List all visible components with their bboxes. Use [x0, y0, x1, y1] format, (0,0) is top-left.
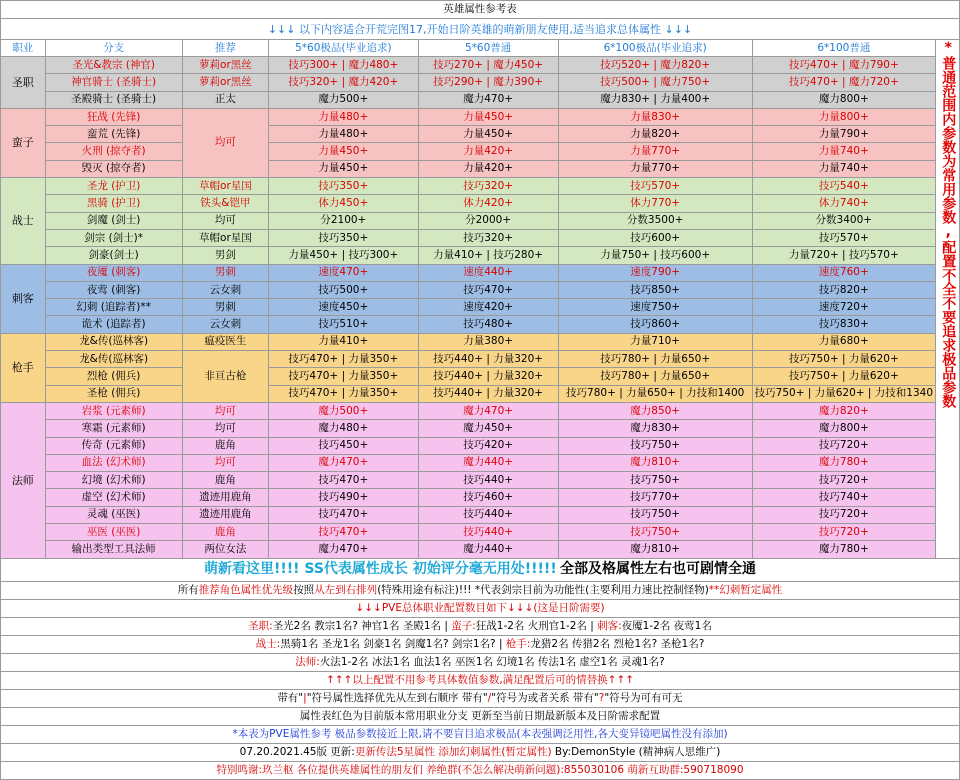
branch-name: 夜魇 (刺客): [45, 264, 182, 281]
text-fragment: "符号为可有可无: [604, 691, 683, 704]
attribute-value: 力量820+: [558, 126, 752, 143]
attribute-value: 速度440+: [418, 264, 558, 281]
attribute-value: 技巧470+: [269, 524, 418, 541]
footer-line: [1, 581, 960, 599]
recommend-cell: 遗迹用鹿角: [182, 489, 269, 506]
table-row: [1, 19, 960, 40]
attribute-value: 技巧440+ | 力量320+: [418, 351, 558, 368]
footer-highlight: 萌新看这里!!!! SS代表属性成长 初始评分毫无用处!!!!!: [203, 560, 557, 577]
attribute-value: 力量680+: [752, 333, 935, 350]
branch-name: 圣龙 (护卫): [45, 178, 182, 195]
table-row: [1, 143, 960, 160]
attribute-value: 技巧780+ | 力量650+: [558, 351, 752, 368]
table-row: [1, 299, 960, 316]
attribute-value: 技巧440+: [418, 506, 558, 523]
attribute-value: 魔力450+: [418, 420, 558, 437]
table-row: [1, 707, 960, 725]
attribute-value: 技巧470+: [269, 506, 418, 523]
attribute-value: 魔力480+: [269, 420, 418, 437]
table-row: [1, 108, 960, 125]
table-row: [1, 689, 960, 707]
class-name: 战士: [1, 178, 46, 264]
attribute-value: 力量770+: [558, 143, 752, 160]
sheet-title: 英雄属性参考表: [1, 1, 960, 19]
table-row: [1, 635, 960, 653]
table-row: [1, 351, 960, 368]
recommend-cell: 两位女法: [182, 541, 269, 558]
table-row: [1, 524, 960, 541]
attribute-value: 技巧820+: [752, 281, 935, 298]
class-name: 圣职: [1, 57, 46, 109]
text-fragment: 圣光2名 教宗1名? 神官1名 圣殿1名 |: [272, 619, 452, 632]
table-row: [1, 454, 960, 471]
attribute-value: 技巧470+ | 力量350+: [269, 351, 418, 368]
attribute-value: 魔力470+: [418, 91, 558, 108]
attribute-value: 技巧750+: [558, 506, 752, 523]
attribute-value: 分2100+: [269, 212, 418, 229]
table-row: [1, 281, 960, 298]
attribute-value: 技巧540+: [752, 178, 935, 195]
branch-name: 血法 (幻术师): [45, 454, 182, 471]
attribute-value: 力量770+: [558, 160, 752, 177]
attribute-value: 魔力810+: [558, 541, 752, 558]
attribute-value: 技巧720+: [752, 472, 935, 489]
attribute-value: 力量450+ | 技巧300+: [269, 247, 418, 264]
recommend-cell: 均可: [182, 454, 269, 471]
attribute-value: 技巧460+: [418, 489, 558, 506]
recommend-cell: 遗迹用鹿角: [182, 506, 269, 523]
attribute-value: 技巧440+: [418, 524, 558, 541]
attribute-value: 力量790+: [752, 126, 935, 143]
attribute-value: 力量450+: [269, 143, 418, 160]
branch-name: 幻刺 (追踪者)**: [45, 299, 182, 316]
attribute-value: 技巧720+: [752, 524, 935, 541]
footer-line: [1, 558, 960, 581]
attribute-value: 魔力440+: [418, 541, 558, 558]
attribute-value: 技巧320+: [418, 229, 558, 246]
attribute-value: 技巧750+ | 力量620+: [752, 368, 935, 385]
column-header: 推荐: [182, 40, 269, 57]
attribute-value: 力量420+: [418, 143, 558, 160]
branch-name: 黑骑 (护卫): [45, 195, 182, 212]
text-fragment: 从左到右排列: [314, 583, 378, 596]
attribute-value: 技巧270+ | 魔力450+: [418, 57, 558, 74]
recommend-cell: 男刺: [182, 299, 269, 316]
attribute-value: 魔力470+: [418, 402, 558, 419]
attribute-value: 力量410+ | 技巧280+: [418, 247, 558, 264]
column-header: 6*100极品(毕业追求): [558, 40, 752, 57]
attribute-value: 技巧440+: [418, 472, 558, 489]
attribute-value: 力量450+: [418, 108, 558, 125]
table-row: [1, 195, 960, 212]
recommend-cell: 鹿角: [182, 524, 269, 541]
text-fragment: "符号属性选择优先从左到右顺序 带有": [306, 691, 488, 704]
table-row: [1, 617, 960, 635]
table-row: [1, 126, 960, 143]
attribute-value: 力量830+: [558, 108, 752, 125]
attribute-value: 技巧290+ | 魔力390+: [418, 74, 558, 91]
attribute-value: 技巧750+: [558, 472, 752, 489]
footer-line: 属性表红色为目前版本常用职业分支 更新至当前日期最新版本及日阶需求配置: [1, 707, 960, 725]
attribute-value: 技巧780+ | 力量650+ | 力技和1400: [558, 385, 752, 402]
text-fragment: /: [487, 691, 492, 704]
table-row: [1, 74, 960, 91]
recommend-cell: 铁头&铠甲: [182, 195, 269, 212]
attribute-value: 力量480+: [269, 108, 418, 125]
attribute-value: 技巧770+: [558, 489, 752, 506]
column-header: 5*60极品(毕业追求): [269, 40, 418, 57]
recommend-cell: 草帽or星国: [182, 229, 269, 246]
attribute-value: 技巧470+ | 力量350+: [269, 385, 418, 402]
attribute-value: 魔力780+: [752, 454, 935, 471]
table-row: [1, 1, 960, 19]
text-fragment: 按照: [293, 583, 315, 596]
text-fragment: 推荐角色属性优先级: [198, 583, 294, 596]
column-header: 6*100普通: [752, 40, 935, 57]
class-name: 刺客: [1, 264, 46, 333]
text-fragment: **幻刺暂定属性: [708, 583, 783, 596]
table-row: [1, 541, 960, 558]
recommend-cell: 均可: [182, 212, 269, 229]
attribute-value: 技巧750+ | 力量620+: [752, 351, 935, 368]
footer-line: 特别鸣谢:玖兰枢 各位提供英雄属性的朋友们 养绝群(不怎么解决萌新问题):855030106 萌新互助群:590718090: [1, 761, 960, 779]
table-row: [1, 489, 960, 506]
attribute-value: 速度470+: [269, 264, 418, 281]
footer-line: ↑↑↑以上配置不用参考具体数值参数,满足配置后可的情替换↑↑↑: [1, 671, 960, 689]
attribute-value: 分数3500+: [558, 212, 752, 229]
attribute-value: 速度790+: [558, 264, 752, 281]
table-row: [1, 743, 960, 761]
attribute-value: 速度420+: [418, 299, 558, 316]
recommend-cell: 萝莉or黑丝: [182, 57, 269, 74]
attribute-value: 技巧600+: [558, 229, 752, 246]
recommend-cell: 瘟疫医生: [182, 333, 269, 350]
attribute-value: 力量710+: [558, 333, 752, 350]
table-row: [1, 368, 960, 385]
text-fragment: 战士:: [255, 637, 281, 650]
attribute-value: 魔力470+: [269, 454, 418, 471]
attribute-value: 技巧320+ | 魔力420+: [269, 74, 418, 91]
attribute-value: 技巧740+: [752, 489, 935, 506]
attribute-value: 体力420+: [418, 195, 558, 212]
text-fragment: By:DemonStyle (精神病人思维广): [551, 745, 721, 758]
attribute-value: 力量800+: [752, 108, 935, 125]
class-name: 蛮子: [1, 108, 46, 177]
text-fragment: (特殊用途有标注)!!! *代表剑宗目前为功能性(主要利用力速比控制怪物): [377, 583, 709, 596]
table-row: [1, 385, 960, 402]
footer-line: [1, 653, 960, 671]
text-fragment: 法师:: [295, 655, 320, 668]
attribute-value: 技巧720+: [752, 506, 935, 523]
branch-name: 岩浆 (元素师): [45, 402, 182, 419]
attribute-value: 技巧750+ | 力量620+ | 力技和1340: [752, 385, 935, 402]
column-header: 5*60普通: [418, 40, 558, 57]
attribute-value: 技巧750+: [558, 437, 752, 454]
attribute-value: 力量740+: [752, 160, 935, 177]
recommend-cell: 正太: [182, 91, 269, 108]
table-row: [1, 229, 960, 246]
recommend-cell: 云女刺: [182, 316, 269, 333]
branch-name: 输出类型工具法师: [45, 541, 182, 558]
recommend-cell: 鹿角: [182, 437, 269, 454]
attribute-value: 技巧450+: [269, 437, 418, 454]
branch-name: 烈枪 (佣兵): [45, 368, 182, 385]
recommend-cell: 云女刺: [182, 281, 269, 298]
attribute-value: 魔力440+: [418, 454, 558, 471]
branch-name: 神官骑士 (圣骑士): [45, 74, 182, 91]
recommend-cell: 萝莉or黑丝: [182, 74, 269, 91]
attribute-value: 力量420+: [418, 160, 558, 177]
branch-name: 剑宗 (剑士)*: [45, 229, 182, 246]
table-row: [1, 247, 960, 264]
branch-name: 火刑 (掠夺者): [45, 143, 182, 160]
branch-name: 狂战 (先锋): [45, 108, 182, 125]
table-row: [1, 653, 960, 671]
attribute-value: 力量480+: [269, 126, 418, 143]
attribute-value: 速度450+: [269, 299, 418, 316]
branch-name: 虚空 (幻术师): [45, 489, 182, 506]
table-row: [1, 671, 960, 689]
recommend-cell: 均可: [182, 402, 269, 419]
attribute-value: 技巧300+ | 魔力480+: [269, 57, 418, 74]
footer-line: [1, 743, 960, 761]
attribute-value: 技巧520+ | 魔力820+: [558, 57, 752, 74]
attribute-value: 速度720+: [752, 299, 935, 316]
recommend-cell: 男刺: [182, 264, 269, 281]
text-fragment: 火法1-2名 冰法1名 血法1名 巫医1名 幻境1名 传法1名 虚空1名 灵魂1名?: [319, 655, 665, 668]
table-row: [1, 581, 960, 599]
attribute-value: 技巧480+: [418, 316, 558, 333]
text-fragment: ?: [598, 691, 605, 704]
recommend-cell: 均可: [182, 420, 269, 437]
attribute-value: 魔力800+: [752, 420, 935, 437]
branch-name: 巫医 (巫医): [45, 524, 182, 541]
branch-name: 圣光&教宗 (神官): [45, 57, 182, 74]
attribute-value: 技巧470+ | 魔力790+: [752, 57, 935, 74]
column-header: 分支: [45, 40, 182, 57]
table-row: [1, 558, 960, 581]
branch-name: 寒霜 (元素师): [45, 420, 182, 437]
attribute-value: 体力740+: [752, 195, 935, 212]
attribute-value: 技巧440+ | 力量320+: [418, 368, 558, 385]
footer-line: *本表为PVE属性参考 极品参数接近上限,请不要盲目追求极品(本表强调泛用性,各大变异镜吧属性没有添加): [1, 725, 960, 743]
attribute-value: 魔力470+: [269, 541, 418, 558]
table-row: [1, 264, 960, 281]
branch-name: 龙&传(巡林客): [45, 351, 182, 368]
attribute-value: 技巧570+: [558, 178, 752, 195]
branch-name: 龙&传(巡林客): [45, 333, 182, 350]
text-fragment: 龙猎2名 传猎2名 烈枪1名? 圣枪1名?: [530, 637, 705, 650]
branch-name: 夜莺 (刺客): [45, 281, 182, 298]
attribute-value: 力量750+ | 技巧600+: [558, 247, 752, 264]
branch-name: 圣殿骑士 (圣骑士): [45, 91, 182, 108]
branch-name: 蛮荒 (先锋): [45, 126, 182, 143]
attribute-value: 技巧830+: [752, 316, 935, 333]
attribute-value: 技巧850+: [558, 281, 752, 298]
table-row: [1, 40, 960, 57]
attribute-value: 魔力810+: [558, 454, 752, 471]
attribute-value: 力量380+: [418, 333, 558, 350]
footer-line: [1, 635, 960, 653]
side-note-cell: [936, 40, 960, 559]
attribute-value: 技巧470+ | 魔力720+: [752, 74, 935, 91]
attribute-value: 技巧720+: [752, 437, 935, 454]
table-row: [1, 506, 960, 523]
branch-name: 传奇 (元素师): [45, 437, 182, 454]
text-fragment: 07.20.2021.45版 更新:: [239, 745, 355, 758]
table-row: [1, 599, 960, 617]
table-row: [1, 437, 960, 454]
attribute-value: 技巧500+ | 魔力750+: [558, 74, 752, 91]
attribute-value: 技巧320+: [418, 178, 558, 195]
attribute-value: 魔力800+: [752, 91, 935, 108]
class-name: 枪手: [1, 333, 46, 402]
attribute-value: 力量720+ | 技巧570+: [752, 247, 935, 264]
text-fragment: 带有": [277, 691, 304, 704]
recommend-cell: 鹿角: [182, 472, 269, 489]
attribute-value: 技巧860+: [558, 316, 752, 333]
text-fragment: 蛮子:: [451, 619, 476, 632]
attribute-value: 技巧350+: [269, 229, 418, 246]
attribute-value: 技巧780+ | 力量650+: [558, 368, 752, 385]
attribute-value: 技巧470+: [269, 472, 418, 489]
branch-name: 毁灭 (掠夺者): [45, 160, 182, 177]
attribute-value: 力量450+: [269, 160, 418, 177]
table-row: [1, 725, 960, 743]
attribute-value: 分数3400+: [752, 212, 935, 229]
table-row: [1, 316, 960, 333]
attribute-value: 体力450+: [269, 195, 418, 212]
table-row: [1, 178, 960, 195]
text-fragment: 黑骑1名 圣龙1名 剑豪1名 剑魔1名? 剑宗1名? |: [280, 637, 506, 650]
text-fragment: 圣职:: [248, 619, 273, 632]
attribute-value: 技巧510+: [269, 316, 418, 333]
table-row: [1, 57, 960, 74]
attribute-value: 魔力850+: [558, 402, 752, 419]
footer-line: ↓↓↓PVE总体职业配置数目如下↓↓↓(这是日阶需要): [1, 599, 960, 617]
branch-name: 剑豪(剑士): [45, 247, 182, 264]
attribute-value: 速度760+: [752, 264, 935, 281]
attribute-value: 力量740+: [752, 143, 935, 160]
text-fragment: |: [303, 691, 307, 704]
attribute-value: 力量410+: [269, 333, 418, 350]
text-fragment: 所有: [177, 583, 199, 596]
attribute-value: 速度750+: [558, 299, 752, 316]
recommend-cell: 均可: [182, 108, 269, 177]
attribute-value: 技巧490+: [269, 489, 418, 506]
branch-name: 诡术 (追踪者): [45, 316, 182, 333]
table-row: [1, 212, 960, 229]
footer-line: [1, 617, 960, 635]
footer-line: [1, 689, 960, 707]
attribute-value: 力量450+: [418, 126, 558, 143]
sheet-subtitle: ↓↓↓ 以下内容适合开荒完图17,开始日阶英雄的萌新朋友使用,适当追求总体属性 ↓↓↓: [1, 19, 960, 40]
attribute-value: 技巧420+: [418, 437, 558, 454]
attribute-value: 体力770+: [558, 195, 752, 212]
branch-name: 幻境 (幻术师): [45, 472, 182, 489]
recommend-cell: 男剑: [182, 247, 269, 264]
table-row: [1, 761, 960, 779]
attribute-value: 技巧470+: [418, 281, 558, 298]
branch-name: 灵魂 (巫医): [45, 506, 182, 523]
table-row: [1, 472, 960, 489]
table-row: [1, 402, 960, 419]
column-header: 职业: [1, 40, 46, 57]
text-fragment: 枪手:: [505, 637, 531, 650]
branch-name: 剑魔 (剑士): [45, 212, 182, 229]
table-row: [1, 91, 960, 108]
footer-highlight: 全部及格属性左右也可剧情全通: [560, 560, 757, 577]
side-note: *普通范围内参数为常用参数,配置不全不要追求极品参数: [940, 40, 957, 408]
text-fragment: 夜魇1-2名 夜莺1名: [621, 619, 712, 632]
attribute-value: 技巧350+: [269, 178, 418, 195]
attribute-value: 魔力820+: [752, 402, 935, 419]
branch-name: 圣枪 (佣兵): [45, 385, 182, 402]
attribute-value: 技巧470+ | 力量350+: [269, 368, 418, 385]
attribute-value: 魔力780+: [752, 541, 935, 558]
attribute-value: 魔力830+ | 力量400+: [558, 91, 752, 108]
attribute-value: 魔力830+: [558, 420, 752, 437]
text-fragment: 更新传法5星属性 添加幻刺属性(暂定属性): [354, 745, 552, 758]
attribute-value: 技巧750+: [558, 524, 752, 541]
recommend-cell: 非亘古枪: [182, 351, 269, 403]
attribute-value: 魔力500+: [269, 91, 418, 108]
table-row: [1, 160, 960, 177]
table-row: [1, 333, 960, 350]
text-fragment: "符号为或者关系 带有": [491, 691, 599, 704]
attribute-value: 技巧500+: [269, 281, 418, 298]
attribute-value: 技巧570+: [752, 229, 935, 246]
recommend-cell: 草帽or星国: [182, 178, 269, 195]
attribute-value: 魔力500+: [269, 402, 418, 419]
class-name: 法师: [1, 402, 46, 558]
attribute-value: 技巧440+ | 力量320+: [418, 385, 558, 402]
text-fragment: 刺客:: [597, 619, 622, 632]
table-row: [1, 420, 960, 437]
text-fragment: 狂战1-2名 火刑官1-2名 |: [475, 619, 598, 632]
attribute-value: 分2000+: [418, 212, 558, 229]
